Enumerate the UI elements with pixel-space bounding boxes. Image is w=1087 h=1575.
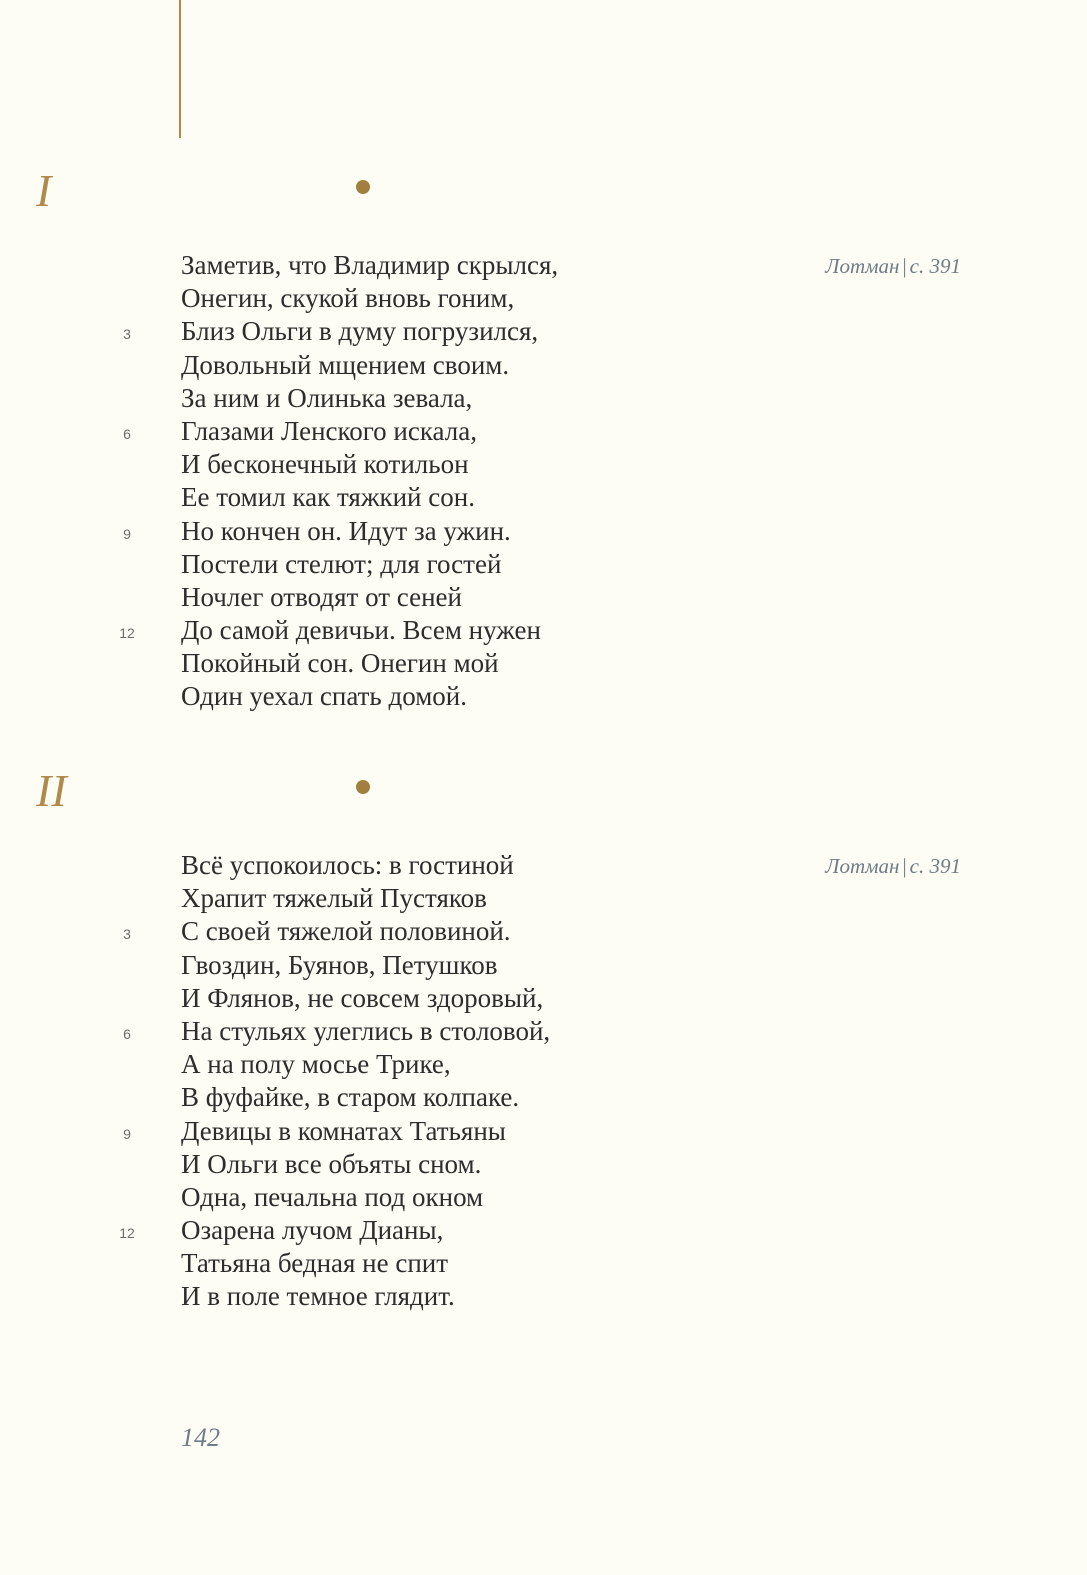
line-number: 6	[123, 1025, 131, 1042]
verse-line-text: Онегин, скукой вновь гоним,	[181, 283, 515, 314]
verse-line	[0, 949, 760, 982]
verse-line-text: Девицы в комнатах Татьяны	[181, 1115, 506, 1146]
stanza-numeral: II	[36, 765, 67, 816]
verse-line	[0, 882, 760, 915]
verse-line	[0, 349, 760, 382]
verse-line-text: На стульях улеглись в столовой,	[181, 1015, 551, 1046]
verse-line-text: Глазами Ленского искала,	[181, 415, 477, 446]
verse-line-text: Татьяна бедная не спит	[181, 1248, 449, 1279]
verse-line	[0, 647, 760, 680]
verse-line-text: Гвоздин, Буянов, Петушков	[181, 949, 498, 980]
verse-line-text: Но кончен он. Идут за ужин.	[181, 515, 511, 546]
verse-lines	[0, 249, 760, 714]
verse-line-text: Постели стелют; для гостей	[181, 548, 502, 579]
line-number: 6	[123, 425, 131, 442]
line-number: 9	[123, 1125, 131, 1142]
verse-line	[0, 548, 760, 581]
verse-line	[0, 481, 760, 514]
verse-line-text: Заметив, что Владимир скрылся,	[181, 250, 559, 280]
verse-line	[0, 282, 760, 315]
stanza-numeral: I	[36, 165, 52, 216]
verse-line	[0, 249, 760, 282]
top-vertical-rule	[179, 0, 181, 138]
verse-line-text: Озарена лучом Дианы,	[181, 1215, 444, 1246]
verse-line	[0, 382, 760, 415]
verse-line	[0, 1148, 760, 1181]
verse-line-text: До самой девичьи. Всем нужен	[181, 615, 541, 646]
verse-line-text: За ним и Олинька зевала,	[181, 382, 473, 413]
verse-line-text: Один уехал спать домой.	[181, 681, 467, 712]
verse-line-text: Близ Ольги в думу погрузился,	[181, 316, 539, 347]
verse-line	[0, 448, 760, 481]
reference-separator: |	[902, 854, 907, 878]
verse-line	[0, 982, 760, 1015]
verse-line	[0, 614, 760, 647]
reference-separator: |	[902, 254, 907, 278]
verse-line	[0, 915, 760, 948]
verse-line	[0, 1181, 760, 1214]
verse-line	[0, 1015, 760, 1048]
verse-line	[0, 680, 760, 713]
verse-line-text: Одна, печальна под окном	[181, 1181, 484, 1212]
commentary-reference[interactable]	[825, 250, 961, 283]
verse-line-text: Ночлег отводят от сеней	[181, 581, 462, 612]
verse-line	[0, 315, 760, 348]
verse-line	[0, 515, 760, 548]
verse-line-text: С своей тяжелой половиной.	[181, 916, 511, 947]
verse-line	[0, 415, 760, 448]
reference-author: Лотман	[825, 854, 900, 878]
verse-line-text: И бесконечный котильон	[181, 449, 469, 480]
verse-line	[0, 1247, 760, 1280]
line-number: 9	[123, 525, 131, 542]
page-number: 142	[181, 1423, 220, 1452]
line-number: 3	[123, 326, 131, 343]
line-number: 3	[123, 926, 131, 943]
verse-lines	[0, 849, 760, 1314]
reference-page: с. 391	[909, 854, 961, 878]
reference-page: с. 391	[909, 254, 961, 278]
verse-line	[0, 1214, 760, 1247]
verse-line-text: В фуфайке, в старом колпаке.	[181, 1082, 520, 1113]
line-number: 12	[119, 625, 135, 642]
verse-line	[0, 1048, 760, 1081]
verse-line	[0, 1280, 760, 1313]
verse-line-text: Всё успокоилось: в гостиной	[181, 850, 514, 880]
verse-line-text: Ее томил как тяжкий сон.	[181, 482, 475, 513]
verse-line-text: И в поле темное глядит.	[181, 1281, 455, 1312]
verse-line	[0, 581, 760, 614]
verse-line-text: И Ольги все объяты сном.	[181, 1148, 482, 1179]
verse-line-text: Храпит тяжелый Пустяков	[181, 883, 487, 914]
verse-line	[0, 1081, 760, 1114]
verse-line-text: А на полу мосье Трике,	[181, 1049, 451, 1080]
verse-line-text: И Флянов, не совсем здоровый,	[181, 982, 544, 1013]
stanza-ornament-dot	[356, 180, 370, 194]
verse-line	[0, 849, 760, 882]
commentary-reference[interactable]	[825, 850, 961, 883]
verse-line-text: Довольный мщением своим.	[181, 349, 510, 380]
reference-author: Лотман	[825, 254, 900, 278]
verse-line	[0, 1115, 760, 1148]
line-number: 12	[119, 1225, 135, 1242]
stanza-ornament-dot	[356, 780, 370, 794]
verse-line-text: Покойный сон. Онегин мой	[181, 648, 499, 679]
